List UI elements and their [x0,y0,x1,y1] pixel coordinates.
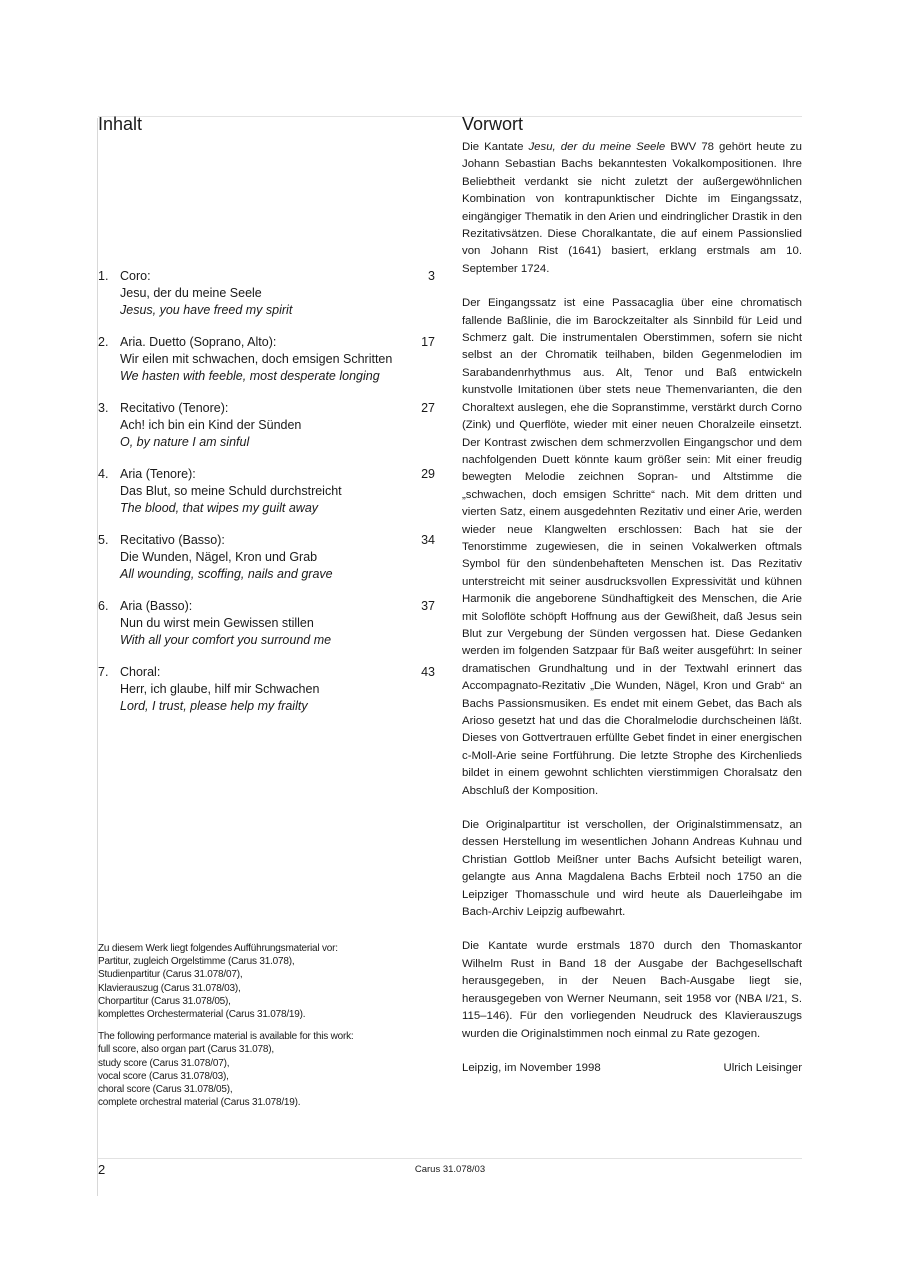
page-number: 2 [98,1162,106,1177]
toc-entry-title: Aria (Tenore): [120,467,196,481]
material-line: Zu diesem Werk liegt folgendes Aufführungsmaterial vor: [98,943,338,954]
toc-entry-title: Recitativo (Basso): [120,533,225,547]
performance-material [98,942,438,1118]
toc-entry-number: 2. [98,335,109,349]
material-line: study score (Carus 31.078/07), [98,1057,230,1069]
toc-entry-title: Choral: [120,665,161,679]
performance-material-german [98,942,438,1021]
top-rule [98,116,802,117]
toc-entry-english-text: O, by nature I am sinful [120,435,250,449]
toc-entry-english-text: Jesus, you have freed my spirit [120,303,293,317]
toc-entry-page: 29 [421,467,435,481]
footer-rule [98,1158,802,1159]
toc-entry-number: 1. [98,269,109,283]
material-line: full score, also organ part (Carus 31.078), [98,1044,274,1056]
toc-entry-english-text: The blood, that wipes my guilt away [120,501,319,515]
preface-text: BWV 78 gehört heute zu Johann Sebastian Bachs bekanntesten Vokalkompositionen. Ihre Beliebtheit verdankt sie nicht zuletzt der außergewöhnlichen Kombination von kontrapunktischer Dichte im Eingangssatz, eingängiger Thematik in den Arien und eindringlicher Drastik in den Rezitativsätzen. Diese Choralkantate, die auf einem Passionslied von Johann Rist (1641) basiert, erklang erstmals am 10. September 1724. [462,141,802,275]
material-line: complete orchestral material (Carus 31.078/19). [98,1097,301,1109]
toc-entry-title: Aria. Duetto (Soprano, Alto): [120,335,277,349]
toc-heading: Inhalt [98,114,143,134]
material-line: Partitur, zugleich Orgelstimme (Carus 31.078), [98,956,295,968]
toc-entry-german-text: Nun du wirst mein Gewissen stillen [120,616,314,630]
toc-entry [98,532,438,583]
toc-entry-number: 3. [98,401,109,415]
cantata-title: Jesu, der du meine Seele [528,141,666,153]
material-line: Chorpartitur (Carus 31.078/05), [98,995,231,1007]
material-line: komplettes Orchestermaterial (Carus 31.078/19). [98,1009,306,1021]
preface-paragraph: Die Kantate wurde erstmals 1870 durch den Thomaskantor Wilhelm Rust in Band 18 der Ausgabe der Bachgesellschaft herausgegeben, in der Neuen Bach-Ausgabe liegt sie, herausgegeben von Werner Neumann, seit 1958 vor (NBA I/21, S. 115–146). Für den vorliegenden Neudruck des Klavierauszugs wurden die Originalstimmen noch einmal zu Rate gezogen. [462,940,802,1040]
toc-entry-german-text: Die Wunden, Nägel, Kron und Grab [120,550,318,564]
preface-paragraph [462,139,802,278]
toc-entry-title: Aria (Basso): [120,599,193,613]
preface [462,139,802,1077]
toc-entry-page: 34 [421,533,435,547]
toc-entry-english-text: With all your comfort you surround me [120,633,332,647]
toc-entry-number: 6. [98,599,109,613]
toc-entry [98,400,438,451]
toc-entry-german-text: Herr, ich glaube, hilf mir Schwachen [120,682,320,696]
toc-entry [98,598,438,649]
material-line: choral score (Carus 31.078/05), [98,1084,233,1096]
performance-material-english [98,1030,438,1109]
toc-entry-page: 37 [421,599,435,613]
catalog-number: Carus 31.078/03 [414,1164,486,1175]
toc-entry-english-text: Lord, I trust, please help my frailty [120,699,308,713]
toc-entry [98,268,438,319]
toc-entry [98,334,438,385]
toc-entry-english-text: We hasten with feeble, most desperate longing [120,369,380,383]
preface-paragraph: Die Originalpartitur ist verschollen, der Originalstimmensatz, an dessen Herstellung im wesentlichen Johann Andreas Kuhnau und Christian Gottlob Meißner unter Bachs Aufsicht beteiligt waren, gelangte aus Anna Magdalena Bachs Erbteil noch 1750 an die Leipziger Thomasschule und wird heute als Dauerleihgabe im Bach-Archiv Leipzig aufbewahrt. [462,819,802,919]
toc-entry [98,664,438,715]
preface-text: Die Kantate [462,141,529,153]
toc-entry-page: 27 [421,401,435,415]
material-line: Studienpartitur (Carus 31.078/07), [98,969,243,981]
toc-entry [98,466,438,517]
toc-entry-page: 3 [428,269,435,283]
signature-line [462,1060,802,1077]
toc-entry-title: Recitativo (Tenore): [120,401,229,415]
toc-entry-title: Coro: [120,269,151,283]
toc-entry-number: 4. [98,467,109,481]
toc-entry-number: 7. [98,665,109,679]
preface-paragraph: Der Eingangssatz ist eine Passacaglia über eine chromatisch fallende Baßlinie, die im Barockzeitalter als Sinnbild für Leid und Schmerz galt. Die instrumentalen Oberstimmen, sofern sie nicht selbst an der Chromatik teilhaben, bilden Gegenmelodien im Sarabandenrhythmus aus. Alt, Tenor und Baß entwickeln kunstvolle Imitationen über stets neue Themenvarianten, die den Choraltext auslegen, ehe die Sopranstimme, verstärkt durch Corno (Zink) und Querflöte, wieder mit einer neuen Choralzeile einsetzt. Der Kontrast zwischen dem schmerzvollen Eingangschor und dem nachfolgenden Duett könnte kaum größer sein: Mit einer freudig bewegten Melodie zeichnen Sopran- und Altstimme die „schwachen, doch emsigen Schritte“ nach. Mit dem dritten und vierten Satz, einem ausgedehnten Rezitativ und einer Arie, werden wieder neue Klangwelten erschlossen: Bach hat sie der Tenorstimme zugewiesen, die in seinen Vokalwerken oftmals Symbol für den sündenbehafteten Menschen ist. Das Rezitativ unterstreicht mit seiner ausdrucksvollen Expressivität und kühnen Harmonik die angeborene Sündhaftigkeit des Menschen, die Arie mit Soloflöte schöpft Hoffnung aus der Gewißheit, daß Jesus sein Blut zur Vergebung der Sünden vergossen hat. Diese Gedanken werden im folgenden Satzpaar für Baß weiter ausgeführt: In seiner dramatischen Grundhaltung und in der Textwahl erinnert das Accompagnato-Rezitativ „Die Wunden, Nägel, Kron und Grab“ an Bachs Passionsmusiken. Es endet mit einem Gebet, das Bach als Arioso gesetzt hat und das die Choralmelodie durchscheinen läßt. Dieses von Gottvertrauen erfüllte Gebet findet in einer energischen c-Moll-Arie seine Fortführung. Die letzte Strophe des Kirchenlieds bildet in einem gewohnt schlichten vierstimmigen Choralsatz den Abschluß der Komposition. [462,297,802,797]
toc-entry-german-text: Wir eilen mit schwachen, doch emsigen Schritten [120,352,393,366]
material-line: The following performance material is available for this work: [98,1031,354,1043]
toc-entry-english-text: All wounding, scoffing, nails and grave [120,567,333,581]
toc-entry-german-text: Jesu, der du meine Seele [120,286,262,300]
table-of-contents [98,268,438,730]
author-name: Ulrich Leisinger [723,1061,802,1074]
toc-entry-german-text: Das Blut, so meine Schuld durchstreicht [120,484,342,498]
toc-entry-page: 43 [421,665,435,679]
toc-entry-german-text: Ach! ich bin ein Kind der Sünden [120,418,302,432]
material-line: Klavierauszug (Carus 31.078/03), [98,982,241,994]
material-line: vocal score (Carus 31.078/03), [98,1070,229,1082]
toc-entry-number: 5. [98,533,109,547]
toc-entry-page: 17 [421,335,435,349]
place-date: Leipzig, im November 1998 [462,1061,601,1074]
preface-heading: Vorwort [462,114,524,134]
